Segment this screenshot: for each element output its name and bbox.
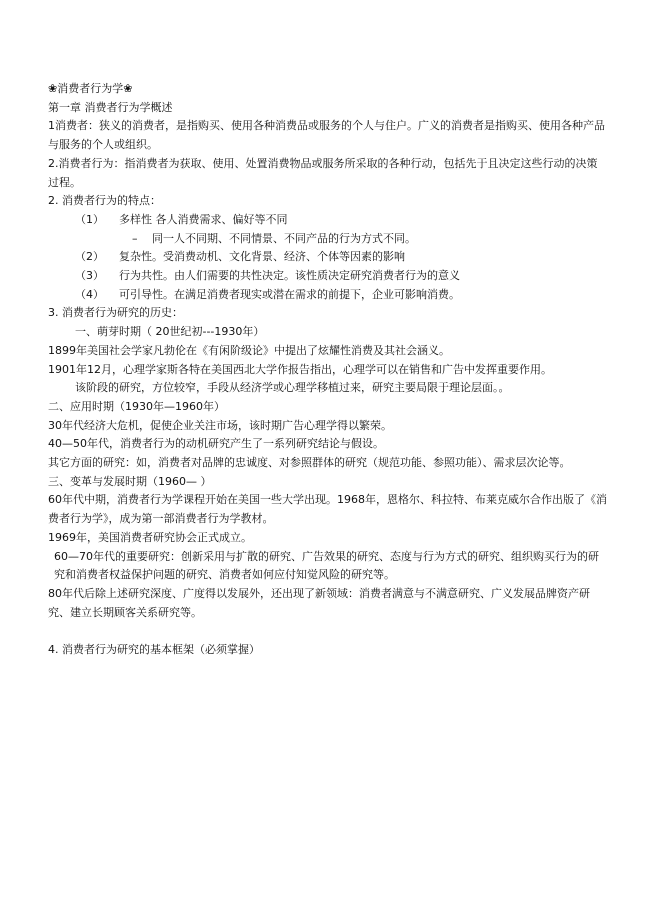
period-heading: 一、萌芽时期（ 20世纪初---1930年） — [75, 325, 265, 339]
trait-number: （2） — [75, 250, 104, 264]
trait-item — [48, 286, 608, 305]
trait-text: 行为共性。由人们需要的共性决定。该性质决定研究消费者行为的意义 — [119, 269, 460, 283]
paragraph-line: 60—70年代的重要研究：创新采用与扩散的研究、广告效果的研究、态度与行为方式的研究、组织购买行为的研究和消费者权益保护问题的研究、消费者如何应付知觉风险的研究等。 — [54, 549, 599, 582]
paragraph-line: 该阶段的研究，方位较窄，手段从经济学或心理学移植过来，研究主要局限于理论层面。。 — [75, 381, 510, 395]
document-page — [48, 80, 608, 660]
paragraph-line: 30年代经济大危机，促使企业关注市场，该时期广告心理学得以繁荣。 — [48, 418, 392, 432]
period-heading: 三、变革与发展时期（1960— ） — [48, 474, 212, 488]
dash-bullet: – — [132, 231, 138, 245]
trait-item — [48, 267, 608, 286]
traits-heading: 2. 消费者行为的特点： — [48, 194, 161, 208]
trait-number: （3） — [75, 269, 104, 283]
trait-text: 复杂性。受消费动机、文化背景、经济、个体等因素的影响 — [119, 250, 405, 264]
trait-text: 多样性 各人消费需求、偏好等不同 — [119, 212, 288, 226]
paragraph-line: 1969年，美国消费者研究协会正式成立。 — [48, 530, 252, 544]
definition-consumer: 1消费者：狭义的消费者，是指购买、使用各种消费品或服务的个人与住户。广义的消费者是指购买、使用各种产品与服务的个人或组织。 — [48, 119, 605, 152]
paragraph-line: 60年代中期，消费者行为学课程开始在美国一些大学出现。1968年，恩格尔、科拉特、布莱克威尔合作出版了《消费者行为学》，成为第一部消费者行为学教材。 — [48, 493, 607, 526]
paragraph-line: 1899年美国社会学家凡勃伦在《有闲阶级论》中提出了炫耀性消费及其社会涵义。 — [48, 343, 450, 357]
paragraph-line: 1901年12月，心理学家斯各特在美国西北大学作报告指出，心理学可以在销售和广告中发挥重要作用。 — [48, 362, 552, 376]
trait-sub-text: 同一人不同期、不同情景、不同产品的行为方式不同。 — [152, 231, 416, 245]
trait-number: （1） — [75, 212, 104, 226]
trait-number: （4） — [75, 287, 104, 301]
document-title: ❀消费者行为学❀ — [48, 82, 133, 95]
trait-item — [48, 248, 608, 267]
trait-item — [48, 211, 608, 230]
framework-heading: 4. 消费者行为研究的基本框架（必须掌握） — [48, 643, 260, 657]
paragraph-line: 80年代后除上述研究深度、广度得以发展外，还出现了新领域：消费者满意与不满意研究、广义发展品牌资产研究、建立长期顾客关系研究等。 — [48, 586, 590, 619]
paragraph-line: 其它方面的研究：如，消费者对品牌的忠诚度、对参照群体的研究（规范功能、参照功能）、需求层次论等。 — [48, 456, 571, 470]
spacer — [48, 622, 608, 641]
definition-consumer-behavior: 2.消费者行为：指消费者为获取、使用、处置消费物品或服务所采取的各种行动，包括先于且决定这些行动的决策过程。 — [48, 156, 598, 189]
trait-sub-item — [48, 230, 608, 249]
paragraph-line: 40—50年代，消费者行为的动机研究产生了一系列研究结论与假设。 — [48, 437, 384, 451]
chapter-heading: 第一章 消费者行为学概述 — [48, 100, 173, 114]
history-heading: 3. 消费者行为研究的历史： — [48, 306, 183, 320]
period-heading: 二、应用时期（1930年—1960年） — [48, 399, 225, 413]
trait-text: 可引导性。在满足消费者现实或潜在需求的前提下，企业可影响消费。 — [119, 287, 460, 301]
